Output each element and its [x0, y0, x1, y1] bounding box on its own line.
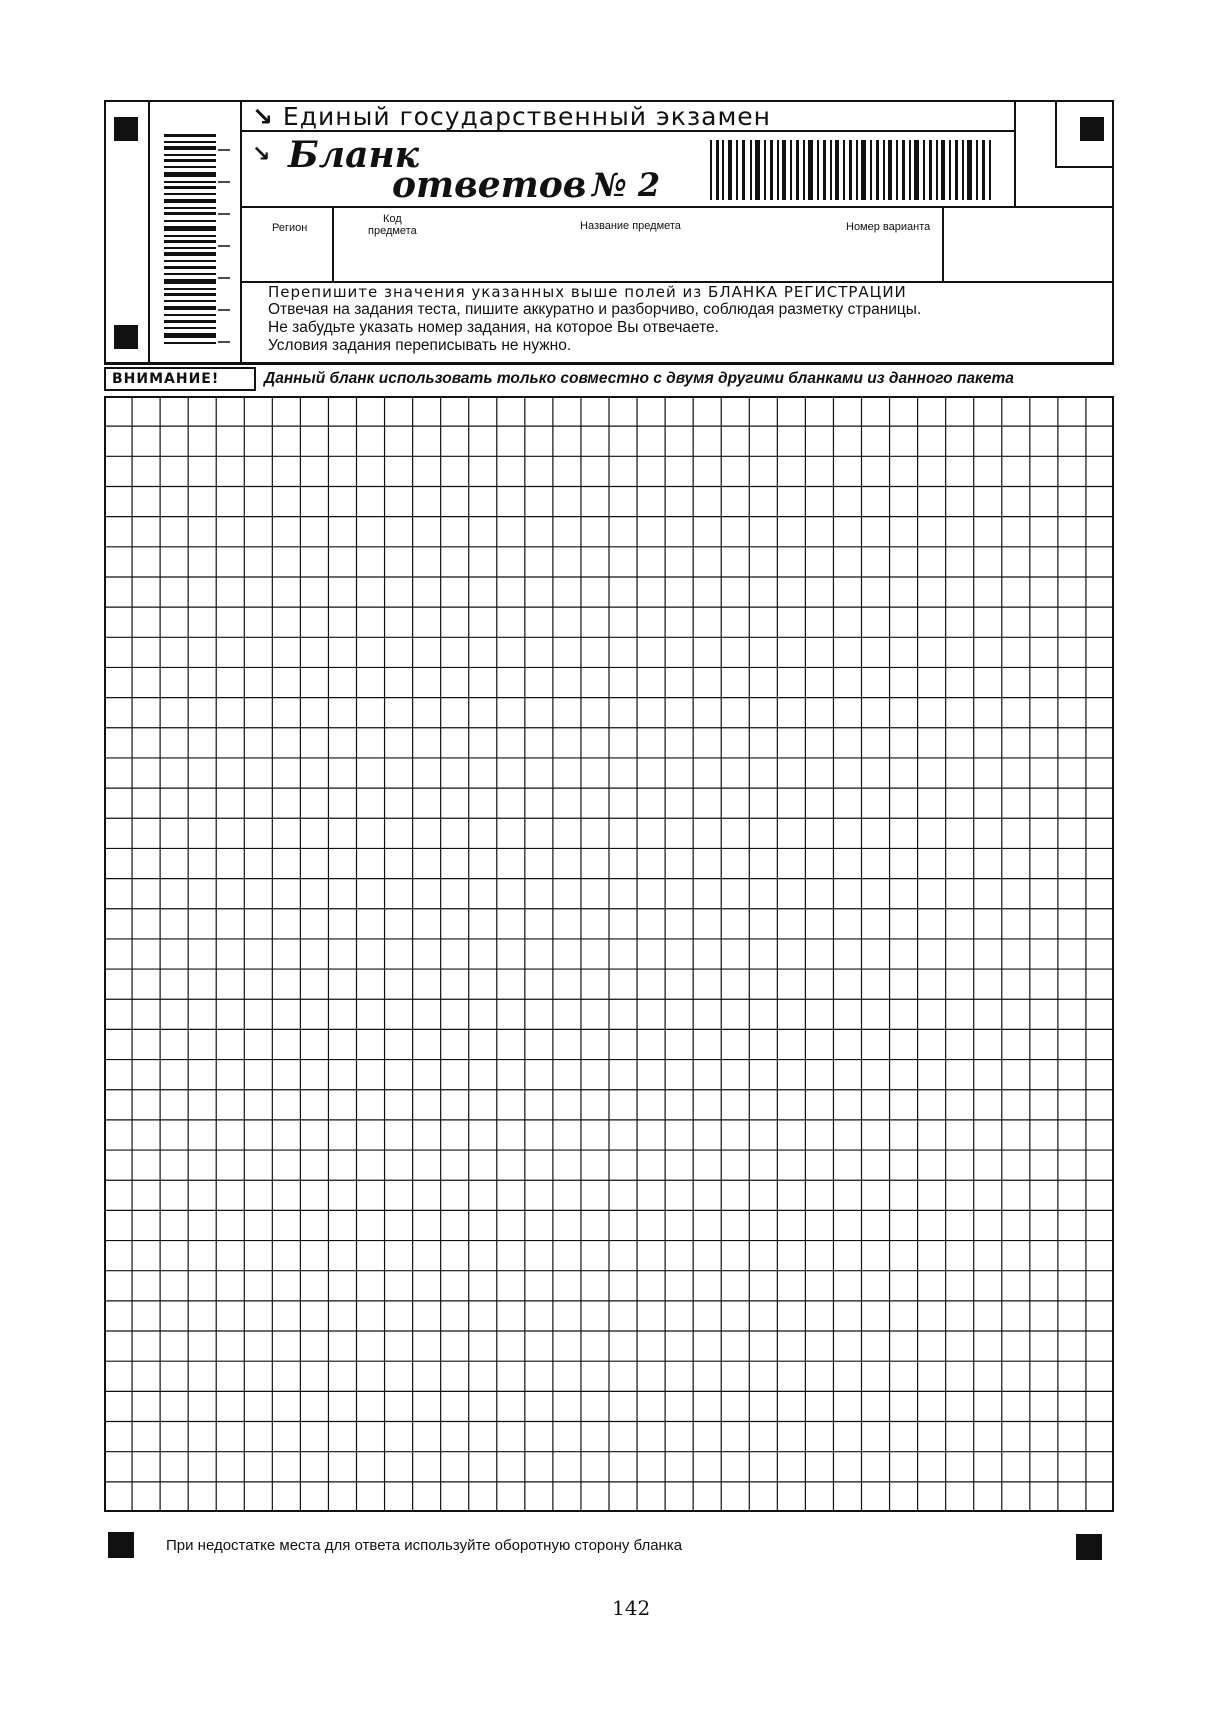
corner-marker-bottom-right [1076, 1534, 1102, 1560]
footer-note: При недостатке места для ответа используйте оборотную сторону бланка [166, 1537, 683, 1554]
instructions-line3: Условия задания переписывать не нужно. [268, 337, 572, 354]
top-right-marker-frame [1055, 102, 1057, 168]
page-number: 142 [612, 1596, 651, 1620]
variant-field-divider [942, 206, 944, 282]
instructions-line2: Не забудьте указать номер задания, на которое Вы отвечаете. [268, 319, 719, 336]
form-title-line2: ответов [392, 164, 587, 206]
vertical-barcode [160, 130, 230, 355]
left-column-divider [148, 100, 150, 364]
arrow-down-right-icon: ↘ [252, 142, 271, 167]
attention-top-rule [104, 362, 1114, 365]
attention-text: Данный бланк использовать только совместно с двумя другими бланками из данного пакета [264, 370, 1014, 387]
form-title [252, 134, 672, 206]
instructions-heading: Перепишите значения указанных выше полей из БЛАНКА РЕГИСТРАЦИИ [268, 283, 907, 301]
instructions-block [268, 283, 921, 355]
form-title-line1: Бланк [288, 134, 420, 176]
corner-marker-top-left [114, 117, 138, 141]
variant-number-label: Номер варианта [846, 221, 931, 233]
corner-marker-top-right [1080, 117, 1104, 141]
subject-name-label: Название предмета [580, 220, 681, 232]
barcode-column-divider [240, 100, 242, 364]
subject-code-label [368, 213, 417, 237]
exam-title-text: Единый государственный экзамен [282, 102, 772, 131]
subject-code-label-line2: предмета [368, 225, 417, 237]
region-field-divider [332, 206, 334, 282]
corner-marker-mid-left [114, 325, 138, 349]
instructions-line1: Отвечая на задания теста, пишите аккуратно и разборчиво, соблюдая разметку страницы. [268, 301, 922, 318]
title-right-divider [1014, 100, 1016, 208]
form-number: № 2 [592, 166, 661, 204]
region-label: Регион [272, 222, 308, 234]
arrow-down-right-icon: ↘ [252, 102, 274, 131]
form-title-bottom-rule [240, 206, 1114, 208]
answer-grid[interactable] [104, 396, 1114, 1512]
exam-title [252, 102, 771, 131]
attention-label-box [104, 367, 256, 391]
horizontal-barcode [710, 138, 992, 202]
top-right-marker-frame-bottom [1055, 166, 1112, 168]
corner-marker-bottom-left [108, 1532, 134, 1558]
attention-label: ВНИМАНИЕ! [112, 371, 220, 387]
subject-code-label-line1: Код [383, 213, 402, 225]
